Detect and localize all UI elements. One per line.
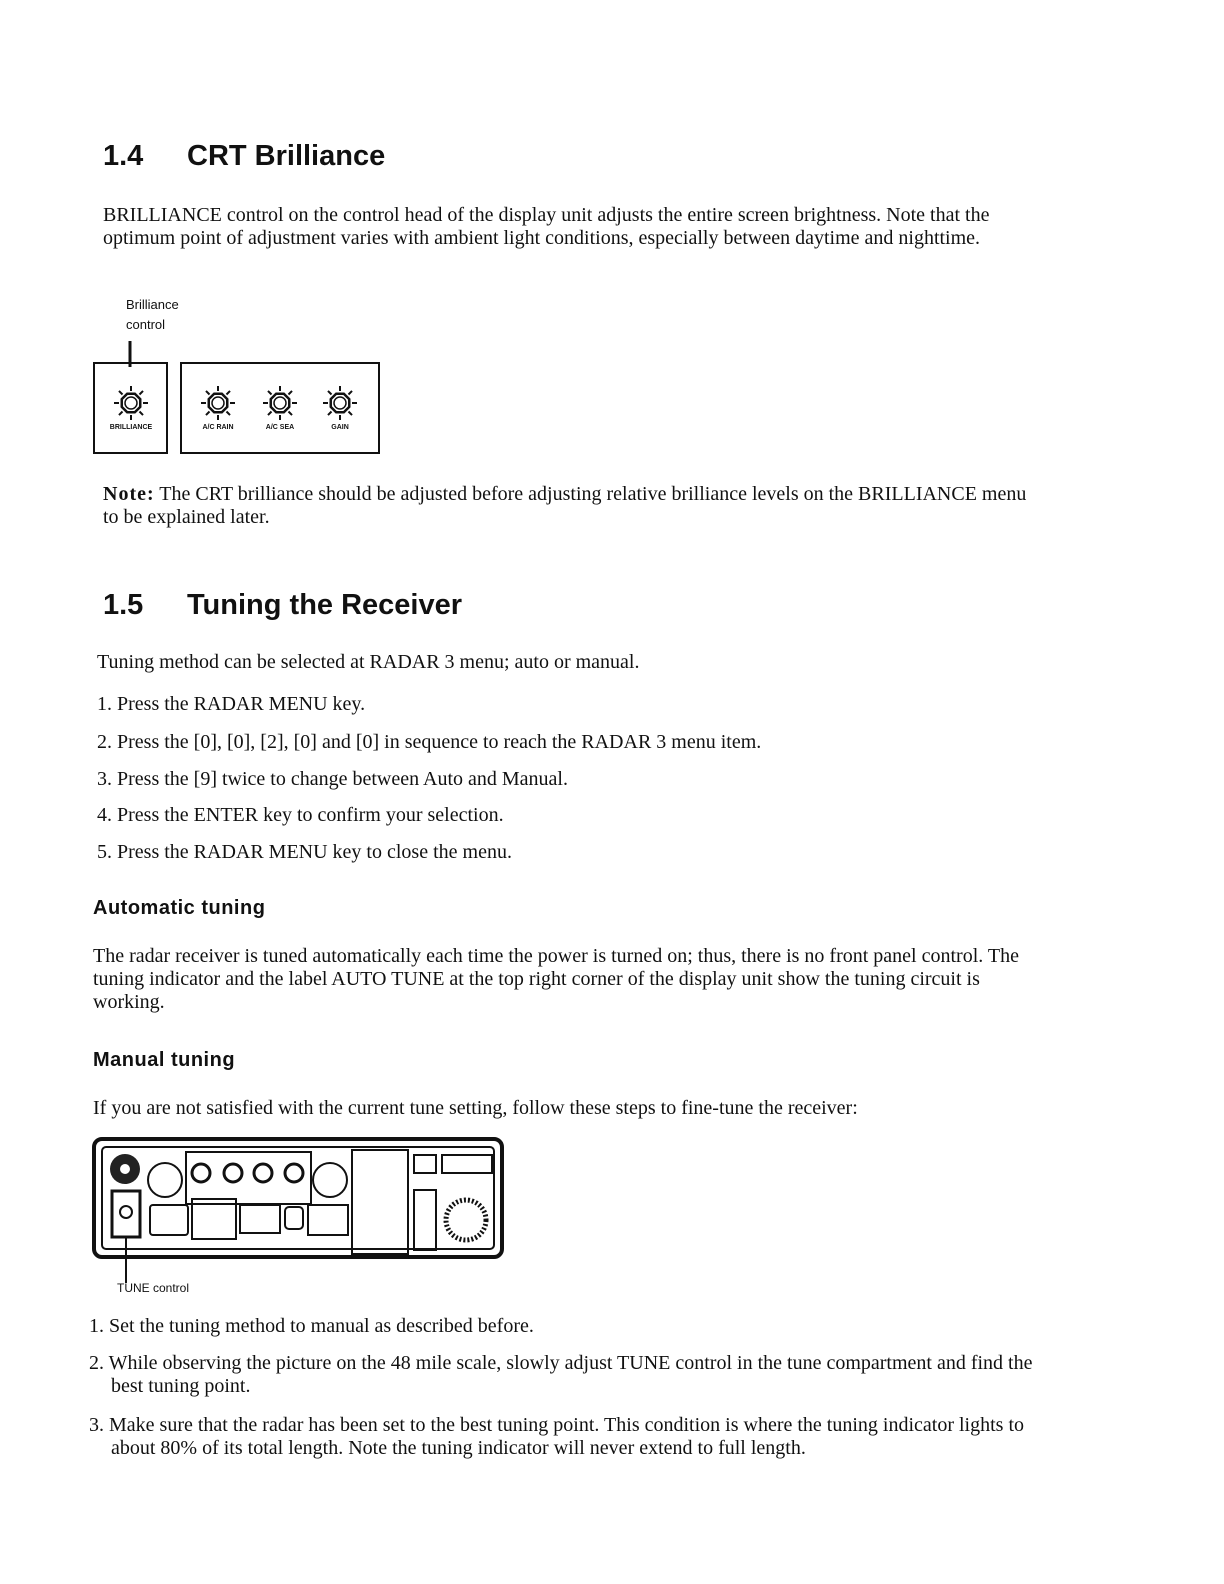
tune-knob xyxy=(120,1206,132,1218)
paragraph: If you are not satisfied with the current tune setting, follow these steps to fine-tune the receiver: xyxy=(93,1097,858,1119)
note-label: Note: xyxy=(103,483,155,505)
list-item: 4. Press the ENTER key to confirm your selection. xyxy=(97,804,504,826)
list-item: 2. While observing the picture on the 48 mile scale, slowly adjust TUNE control in the tune compartment and find the best tuning point. xyxy=(89,1352,1033,1397)
list-item: 1. Set the tuning method to manual as described before. xyxy=(89,1315,534,1337)
paragraph: The radar receiver is tuned automatically each time the power is turned on; thus, there is no front panel control. The tuning indicator and the label AUTO TUNE at the top right corner of the display unit show the tuning circuit is working. xyxy=(93,945,1019,1013)
section-number: 1.4 xyxy=(103,140,144,172)
note-text: The CRT brilliance should be adjusted before adjusting relative brilliance levels on the BRILLIANCE menu to be explained later. xyxy=(103,483,1027,528)
knob-label: A/C SEA xyxy=(265,424,295,431)
paragraph: Tuning method can be selected at RADAR 3 menu; auto or manual. xyxy=(97,651,640,673)
knob-1 xyxy=(201,386,235,420)
knob-2 xyxy=(263,386,297,420)
list-item: 3. Make sure that the radar has been set to the best tuning point. This condition is where the tuning indicator lights to about 80% of its total length. Note the tuning indicator will never extend to full length. xyxy=(89,1414,1024,1459)
note xyxy=(103,483,1043,529)
list-item: 5. Press the RADAR MENU key to close the menu. xyxy=(97,841,512,863)
callout-line: Brilliance xyxy=(126,297,179,312)
list-item: 2. Press the [0], [0], [2], [0] and [0] in sequence to reach the RADAR 3 menu item. xyxy=(97,731,762,753)
list-item: 3. Press the [9] twice to change between Auto and Manual. xyxy=(97,768,568,790)
list-item: 1. Press the RADAR MENU key. xyxy=(97,693,366,715)
paragraph: BRILLIANCE control on the control head of the display unit adjusts the entire screen brightness. Note that the optimum point of adjustment varies with ambient light conditions, especially between daytime and nighttime. xyxy=(103,204,990,249)
control-panel-figure xyxy=(88,1135,508,1285)
knob-label: GAIN xyxy=(331,424,349,431)
tune-callout: TUNE control xyxy=(117,1281,190,1295)
subheading-manual-tuning: Manual tuning xyxy=(93,1049,236,1071)
section-heading-1-4 xyxy=(103,140,385,173)
knob-0 xyxy=(114,386,148,420)
trackball xyxy=(446,1200,486,1240)
section-title: Tuning the Receiver xyxy=(187,589,463,621)
section-heading-1-5 xyxy=(103,589,462,622)
section-number: 1.5 xyxy=(103,589,144,621)
knob-label: BRILLIANCE xyxy=(109,424,153,431)
knob-label: A/C RAIN xyxy=(202,424,234,431)
callout-line: control xyxy=(126,317,166,332)
knob-3 xyxy=(323,386,357,420)
tune-compartment xyxy=(112,1191,140,1237)
brilliance-callout xyxy=(126,295,179,335)
knob-panel-figure xyxy=(90,335,390,460)
section-title: CRT Brilliance xyxy=(187,140,386,172)
brilliance-box xyxy=(94,363,167,453)
subheading-automatic-tuning: Automatic tuning xyxy=(93,897,266,919)
